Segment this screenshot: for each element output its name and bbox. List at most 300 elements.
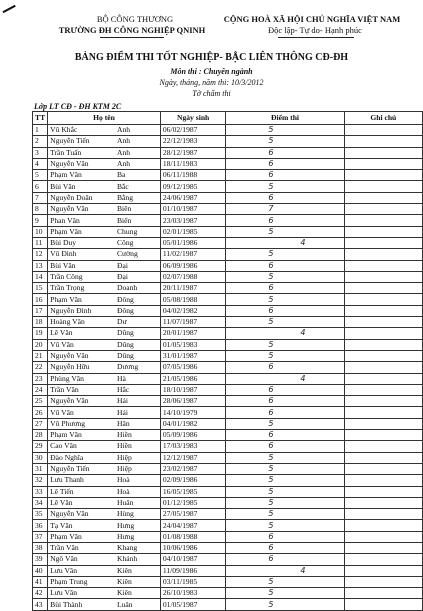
row-note <box>344 565 422 576</box>
row-given-name: Cường <box>115 249 160 260</box>
row-note <box>344 373 422 384</box>
row-surname: Trần Văn <box>48 384 115 395</box>
row-surname: Vũ Khắc <box>48 125 115 136</box>
row-note <box>344 396 422 407</box>
header-name: Họ tên <box>48 112 161 125</box>
row-note <box>344 226 422 237</box>
row-number: 9 <box>33 215 48 226</box>
row-surname: Vũ Văn <box>48 407 115 418</box>
row-dob: 03/11/1985 <box>160 576 226 587</box>
row-dob: 01/05/1983 <box>160 339 226 350</box>
table-row <box>33 237 423 248</box>
table-row <box>33 509 423 520</box>
row-score <box>226 542 344 553</box>
header-tt: TT <box>33 112 48 125</box>
row-surname: Lưu Văn <box>48 565 115 576</box>
handwritten-score: 6 <box>268 305 274 315</box>
table-row <box>33 373 423 384</box>
row-surname: Lê Văn <box>48 328 115 339</box>
table-row <box>33 430 423 441</box>
handwritten-score: 5 <box>268 339 274 349</box>
row-number: 10 <box>33 226 48 237</box>
row-number: 36 <box>33 520 48 531</box>
row-score <box>226 463 344 474</box>
table-row <box>33 463 423 474</box>
row-score <box>226 215 344 226</box>
table-row <box>33 588 423 599</box>
row-note <box>344 452 422 463</box>
row-dob: 28/12/1987 <box>160 147 226 158</box>
row-given-name: Dũng <box>115 339 160 350</box>
row-dob: 11/02/1987 <box>160 249 226 260</box>
handwritten-score: 5 <box>268 181 274 191</box>
row-surname: Nguyễn Văn <box>48 396 115 407</box>
handwritten-score: 5 <box>268 520 274 530</box>
row-surname: Vũ Văn <box>48 339 115 350</box>
row-dob: 07/05/1986 <box>160 362 226 373</box>
row-number: 33 <box>33 486 48 497</box>
handwritten-score: 5 <box>268 136 274 146</box>
school-underline <box>100 37 164 38</box>
row-score <box>226 249 344 260</box>
row-score <box>226 430 344 441</box>
row-surname: Nguyễn Văn <box>48 204 115 215</box>
table-row <box>33 407 423 418</box>
row-score <box>226 181 344 192</box>
handwritten-score: 5 <box>268 249 274 259</box>
row-score <box>226 339 344 350</box>
row-number: 38 <box>33 542 48 553</box>
motto-underline <box>278 37 354 38</box>
row-given-name: Dũng <box>115 328 160 339</box>
handwritten-score: 5 <box>268 509 274 519</box>
row-dob: 02/09/1986 <box>160 475 226 486</box>
row-given-name: Chung <box>115 226 160 237</box>
row-number: 18 <box>33 317 48 328</box>
row-note <box>344 497 422 508</box>
row-note <box>344 418 422 429</box>
table-row <box>33 249 423 260</box>
row-surname: Lê Văn <box>48 497 115 508</box>
row-note <box>344 283 422 294</box>
table-row <box>33 418 423 429</box>
row-number: 23 <box>33 373 48 384</box>
table-row <box>33 350 423 361</box>
row-note <box>344 237 422 248</box>
row-number: 37 <box>33 531 48 542</box>
row-dob: 01/12/1985 <box>160 497 226 508</box>
row-note <box>344 305 422 316</box>
row-given-name: Anh <box>115 136 160 147</box>
row-score <box>226 520 344 531</box>
row-dob: 14/10/1979 <box>160 407 226 418</box>
row-number: 8 <box>33 204 48 215</box>
table-row <box>33 486 423 497</box>
row-given-name: Anh <box>115 158 160 169</box>
handwritten-score: 6 <box>268 441 274 451</box>
row-number: 24 <box>33 384 48 395</box>
row-number: 6 <box>33 181 48 192</box>
handwritten-score: 5 <box>268 486 274 496</box>
row-given-name: Bằng <box>115 192 160 203</box>
row-number: 16 <box>33 294 48 305</box>
row-dob: 28/06/1987 <box>160 396 226 407</box>
row-number: 26 <box>33 407 48 418</box>
handwritten-score: 5 <box>268 588 274 598</box>
handwritten-score: 5 <box>268 125 274 135</box>
row-surname: Nguyễn Tiến <box>48 136 115 147</box>
table-row <box>33 339 423 350</box>
row-number: 28 <box>33 430 48 441</box>
national-motto: Độc lập- Tự do- Hạnh phúc <box>268 25 362 35</box>
table-row <box>33 475 423 486</box>
row-note <box>344 125 422 136</box>
row-note <box>344 554 422 565</box>
row-surname: Phạm Trung <box>48 576 115 587</box>
table-row <box>33 441 423 452</box>
row-number: 32 <box>33 475 48 486</box>
table-row <box>33 215 423 226</box>
row-dob: 31/01/1987 <box>160 350 226 361</box>
row-surname: Phạm Văn <box>48 226 115 237</box>
row-score <box>226 418 344 429</box>
row-dob: 20/01/1987 <box>160 328 226 339</box>
table-row <box>33 497 423 508</box>
row-number: 17 <box>33 305 48 316</box>
row-dob: 18/11/1983 <box>160 158 226 169</box>
handwritten-score: 6 <box>268 283 274 293</box>
table-row <box>33 554 423 565</box>
row-score <box>226 373 344 384</box>
row-dob: 02/01/1985 <box>160 226 226 237</box>
row-given-name: Hoà <box>115 486 160 497</box>
table-row <box>33 396 423 407</box>
row-note <box>344 520 422 531</box>
handwritten-score: 6 <box>268 430 274 440</box>
row-surname: Cao Văn <box>48 441 115 452</box>
row-dob: 04/10/1987 <box>160 554 226 565</box>
row-note <box>344 170 422 181</box>
exam-subject: Môn thi : Chuyên ngành <box>170 67 253 76</box>
row-surname: Trần Trọng <box>48 283 115 294</box>
row-given-name: Bắc <box>115 181 160 192</box>
country-name: CỘNG HOÀ XÃ HỘI CHỦ NGHĨA VIỆT NAM <box>223 14 401 24</box>
row-given-name: Ba <box>115 170 160 181</box>
table-row <box>33 260 423 271</box>
row-given-name: Anh <box>115 147 160 158</box>
row-surname: Phùng Văn <box>48 373 115 384</box>
row-given-name: Hùng <box>115 509 160 520</box>
row-surname: Nguyễn Doãn <box>48 192 115 203</box>
row-given-name: Kiên <box>115 565 160 576</box>
table-row <box>33 136 423 147</box>
row-surname: Phan Văn <box>48 215 115 226</box>
handwritten-score: 6 <box>268 554 274 564</box>
row-score <box>226 328 344 339</box>
form-label: Tờ chấm thi <box>192 89 231 98</box>
row-given-name: Doanh <box>115 283 160 294</box>
handwritten-score: 5 <box>268 464 274 474</box>
row-score <box>226 237 344 248</box>
row-given-name: Dư <box>115 317 160 328</box>
row-surname: Lưu Thanh <box>48 475 115 486</box>
row-given-name: Hân <box>115 418 160 429</box>
row-number: 11 <box>33 237 48 248</box>
row-note <box>344 362 422 373</box>
row-dob: 11/09/1986 <box>160 565 226 576</box>
row-score <box>226 226 344 237</box>
document-title: BẢNG ĐIỂM THI TỐT NGHIỆP- BẬC LIÊN THÔNG CĐ-ĐH <box>74 52 349 63</box>
row-given-name: Dũng <box>115 350 160 361</box>
row-dob: 24/04/1987 <box>160 520 226 531</box>
row-score <box>226 362 344 373</box>
row-note <box>344 384 422 395</box>
row-note <box>344 441 422 452</box>
row-number: 13 <box>33 260 48 271</box>
table-row <box>33 362 423 373</box>
row-given-name: Hưng <box>115 520 160 531</box>
row-number: 5 <box>33 170 48 181</box>
table-row <box>33 384 423 395</box>
row-given-name: Kiên <box>115 588 160 599</box>
row-dob: 04/02/1982 <box>160 305 226 316</box>
row-dob: 01/08/1988 <box>160 531 226 542</box>
row-dob: 17/03/1983 <box>160 441 226 452</box>
row-surname: Phạm Văn <box>48 531 115 542</box>
row-dob: 12/12/1987 <box>160 452 226 463</box>
row-surname: Nguyễn Đình <box>48 305 115 316</box>
table-row <box>33 147 423 158</box>
table-row <box>33 283 423 294</box>
handwritten-score: 5 <box>268 475 274 485</box>
row-given-name: Đại <box>115 260 160 271</box>
row-note <box>344 486 422 497</box>
table-header-row <box>33 112 423 125</box>
row-note <box>344 463 422 474</box>
row-number: 21 <box>33 350 48 361</box>
row-number: 3 <box>33 147 48 158</box>
row-note <box>344 588 422 599</box>
row-note <box>344 260 422 271</box>
school-name: TRƯỜNG ĐH CÔNG NGHIỆP QNINH <box>58 25 206 35</box>
row-surname: Bùi Duy <box>48 237 115 248</box>
row-dob: 27/05/1987 <box>160 509 226 520</box>
row-surname: Lê Tiến <box>48 486 115 497</box>
row-number: 12 <box>33 249 48 260</box>
header-dob: Ngày sinh <box>160 112 226 125</box>
row-note <box>344 350 422 361</box>
row-surname: Bùi Văn <box>48 260 115 271</box>
row-number: 35 <box>33 509 48 520</box>
row-given-name: Kiên <box>115 576 160 587</box>
row-score <box>226 192 344 203</box>
handwritten-score: 5 <box>268 577 274 587</box>
row-given-name: Đông <box>115 305 160 316</box>
table-row <box>33 271 423 282</box>
row-number: 30 <box>33 452 48 463</box>
row-given-name: Huân <box>115 497 160 508</box>
row-note <box>344 407 422 418</box>
row-given-name: Luân <box>115 599 160 610</box>
row-given-name: Biển <box>115 215 160 226</box>
row-note <box>344 599 422 610</box>
row-surname: Nguyễn Văn <box>48 509 115 520</box>
handwritten-score: 6 <box>268 531 274 541</box>
handwritten-score: 6 <box>268 543 274 553</box>
row-dob: 24/06/1987 <box>160 192 226 203</box>
row-score <box>226 260 344 271</box>
row-dob: 05/08/1988 <box>160 294 226 305</box>
row-dob: 02/07/1988 <box>160 271 226 282</box>
row-dob: 05/01/1986 <box>160 237 226 248</box>
row-number: 19 <box>33 328 48 339</box>
table-row <box>33 542 423 553</box>
row-note <box>344 215 422 226</box>
handwritten-score: 6 <box>268 170 274 180</box>
row-score <box>226 486 344 497</box>
handwritten-score: 6 <box>268 215 274 225</box>
row-score <box>226 350 344 361</box>
row-score <box>226 283 344 294</box>
row-number: 20 <box>33 339 48 350</box>
row-score <box>226 305 344 316</box>
handwritten-score: 4 <box>300 328 306 338</box>
handwritten-score: 7 <box>268 204 274 214</box>
ministry-name: BỘ CÔNG THƯƠNG <box>96 14 174 24</box>
table-row <box>33 204 423 215</box>
row-note <box>344 509 422 520</box>
row-score <box>226 271 344 282</box>
handwritten-score: 5 <box>268 272 274 281</box>
row-given-name: Hải <box>115 407 160 418</box>
handwritten-score: 5 <box>268 226 274 236</box>
row-note <box>344 249 422 260</box>
row-number: 4 <box>33 158 48 169</box>
table-row <box>33 226 423 237</box>
row-number: 39 <box>33 554 48 565</box>
row-score <box>226 531 344 542</box>
row-given-name: Hoà <box>115 475 160 486</box>
handwritten-score: 5 <box>268 452 274 462</box>
row-score <box>226 384 344 395</box>
row-score <box>226 136 344 147</box>
row-score <box>226 475 344 486</box>
score-table <box>32 111 423 611</box>
handwritten-score: 6 <box>268 192 274 202</box>
row-dob: 04/01/1982 <box>160 418 226 429</box>
handwritten-score: 5 <box>268 317 274 327</box>
row-number: 31 <box>33 463 48 474</box>
row-given-name: Hiền <box>115 430 160 441</box>
table-row <box>33 181 423 192</box>
row-dob: 06/09/1986 <box>160 260 226 271</box>
row-dob: 01/10/1987 <box>160 204 226 215</box>
row-given-name: Biên <box>115 204 160 215</box>
row-number: 15 <box>33 283 48 294</box>
row-dob: 11/07/1987 <box>160 317 226 328</box>
row-surname: Phạm Văn <box>48 294 115 305</box>
table-row <box>33 531 423 542</box>
handwritten-score: 5 <box>268 497 274 507</box>
exam-date: Ngày, tháng, năm thi: 10/3/2012 <box>159 78 264 87</box>
handwritten-score: 6 <box>268 396 274 406</box>
row-score <box>226 588 344 599</box>
row-number: 27 <box>33 418 48 429</box>
row-surname: Phạm Văn <box>48 430 115 441</box>
row-given-name: Hiệp <box>115 463 160 474</box>
handwritten-score: 5 <box>268 294 274 304</box>
table-row <box>33 317 423 328</box>
handwritten-score: 6 <box>268 159 274 169</box>
row-dob: 01/05/1987 <box>160 599 226 610</box>
header-score: Điểm thi <box>226 112 344 125</box>
row-note <box>344 294 422 305</box>
row-number: 7 <box>33 192 48 203</box>
row-note <box>344 181 422 192</box>
handwritten-score: 6 <box>268 147 274 157</box>
row-score <box>226 565 344 576</box>
row-note <box>344 475 422 486</box>
row-note <box>344 542 422 553</box>
row-dob: 23/03/1987 <box>160 215 226 226</box>
row-dob: 16/05/1985 <box>160 486 226 497</box>
row-dob: 20/11/1987 <box>160 283 226 294</box>
row-given-name: Hắc <box>115 384 160 395</box>
row-surname: Nguyễn Văn <box>48 158 115 169</box>
row-number: 29 <box>33 441 48 452</box>
handwritten-score: 4 <box>300 238 306 248</box>
row-note <box>344 158 422 169</box>
row-number: 25 <box>33 396 48 407</box>
table-row <box>33 294 423 305</box>
row-number: 1 <box>33 125 48 136</box>
row-given-name: Hưng <box>115 531 160 542</box>
row-given-name: Hải <box>115 396 160 407</box>
row-score <box>226 599 344 610</box>
row-number: 22 <box>33 362 48 373</box>
table-row <box>33 520 423 531</box>
row-dob: 06/11/1988 <box>160 170 226 181</box>
pen-stroke-mark <box>2 5 15 13</box>
handwritten-score: 5 <box>268 418 274 428</box>
row-dob: 26/10/1983 <box>160 588 226 599</box>
row-score <box>226 396 344 407</box>
row-given-name: Đại <box>115 271 160 282</box>
row-number: 14 <box>33 271 48 282</box>
row-dob: 22/12/1983 <box>160 136 226 147</box>
handwritten-score: 4 <box>300 373 306 383</box>
handwritten-score: 6 <box>268 384 274 394</box>
row-surname: Bùi Văn <box>48 181 115 192</box>
table-row <box>33 158 423 169</box>
row-dob: 09/12/1985 <box>160 181 226 192</box>
row-dob: 21/05/1986 <box>160 373 226 384</box>
table-row <box>33 599 423 610</box>
row-number: 42 <box>33 588 48 599</box>
row-dob: 06/02/1987 <box>160 125 226 136</box>
row-dob: 23/02/1987 <box>160 463 226 474</box>
row-surname: Vũ Phương <box>48 418 115 429</box>
row-dob: 10/06/1986 <box>160 542 226 553</box>
handwritten-score: 5 <box>268 599 274 609</box>
row-number: 41 <box>33 576 48 587</box>
row-surname: Trần Tuấn <box>48 147 115 158</box>
table-row <box>33 192 423 203</box>
table-row <box>33 452 423 463</box>
table-row <box>33 125 423 136</box>
row-given-name: Công <box>115 237 160 248</box>
row-surname: Vũ Đình <box>48 249 115 260</box>
